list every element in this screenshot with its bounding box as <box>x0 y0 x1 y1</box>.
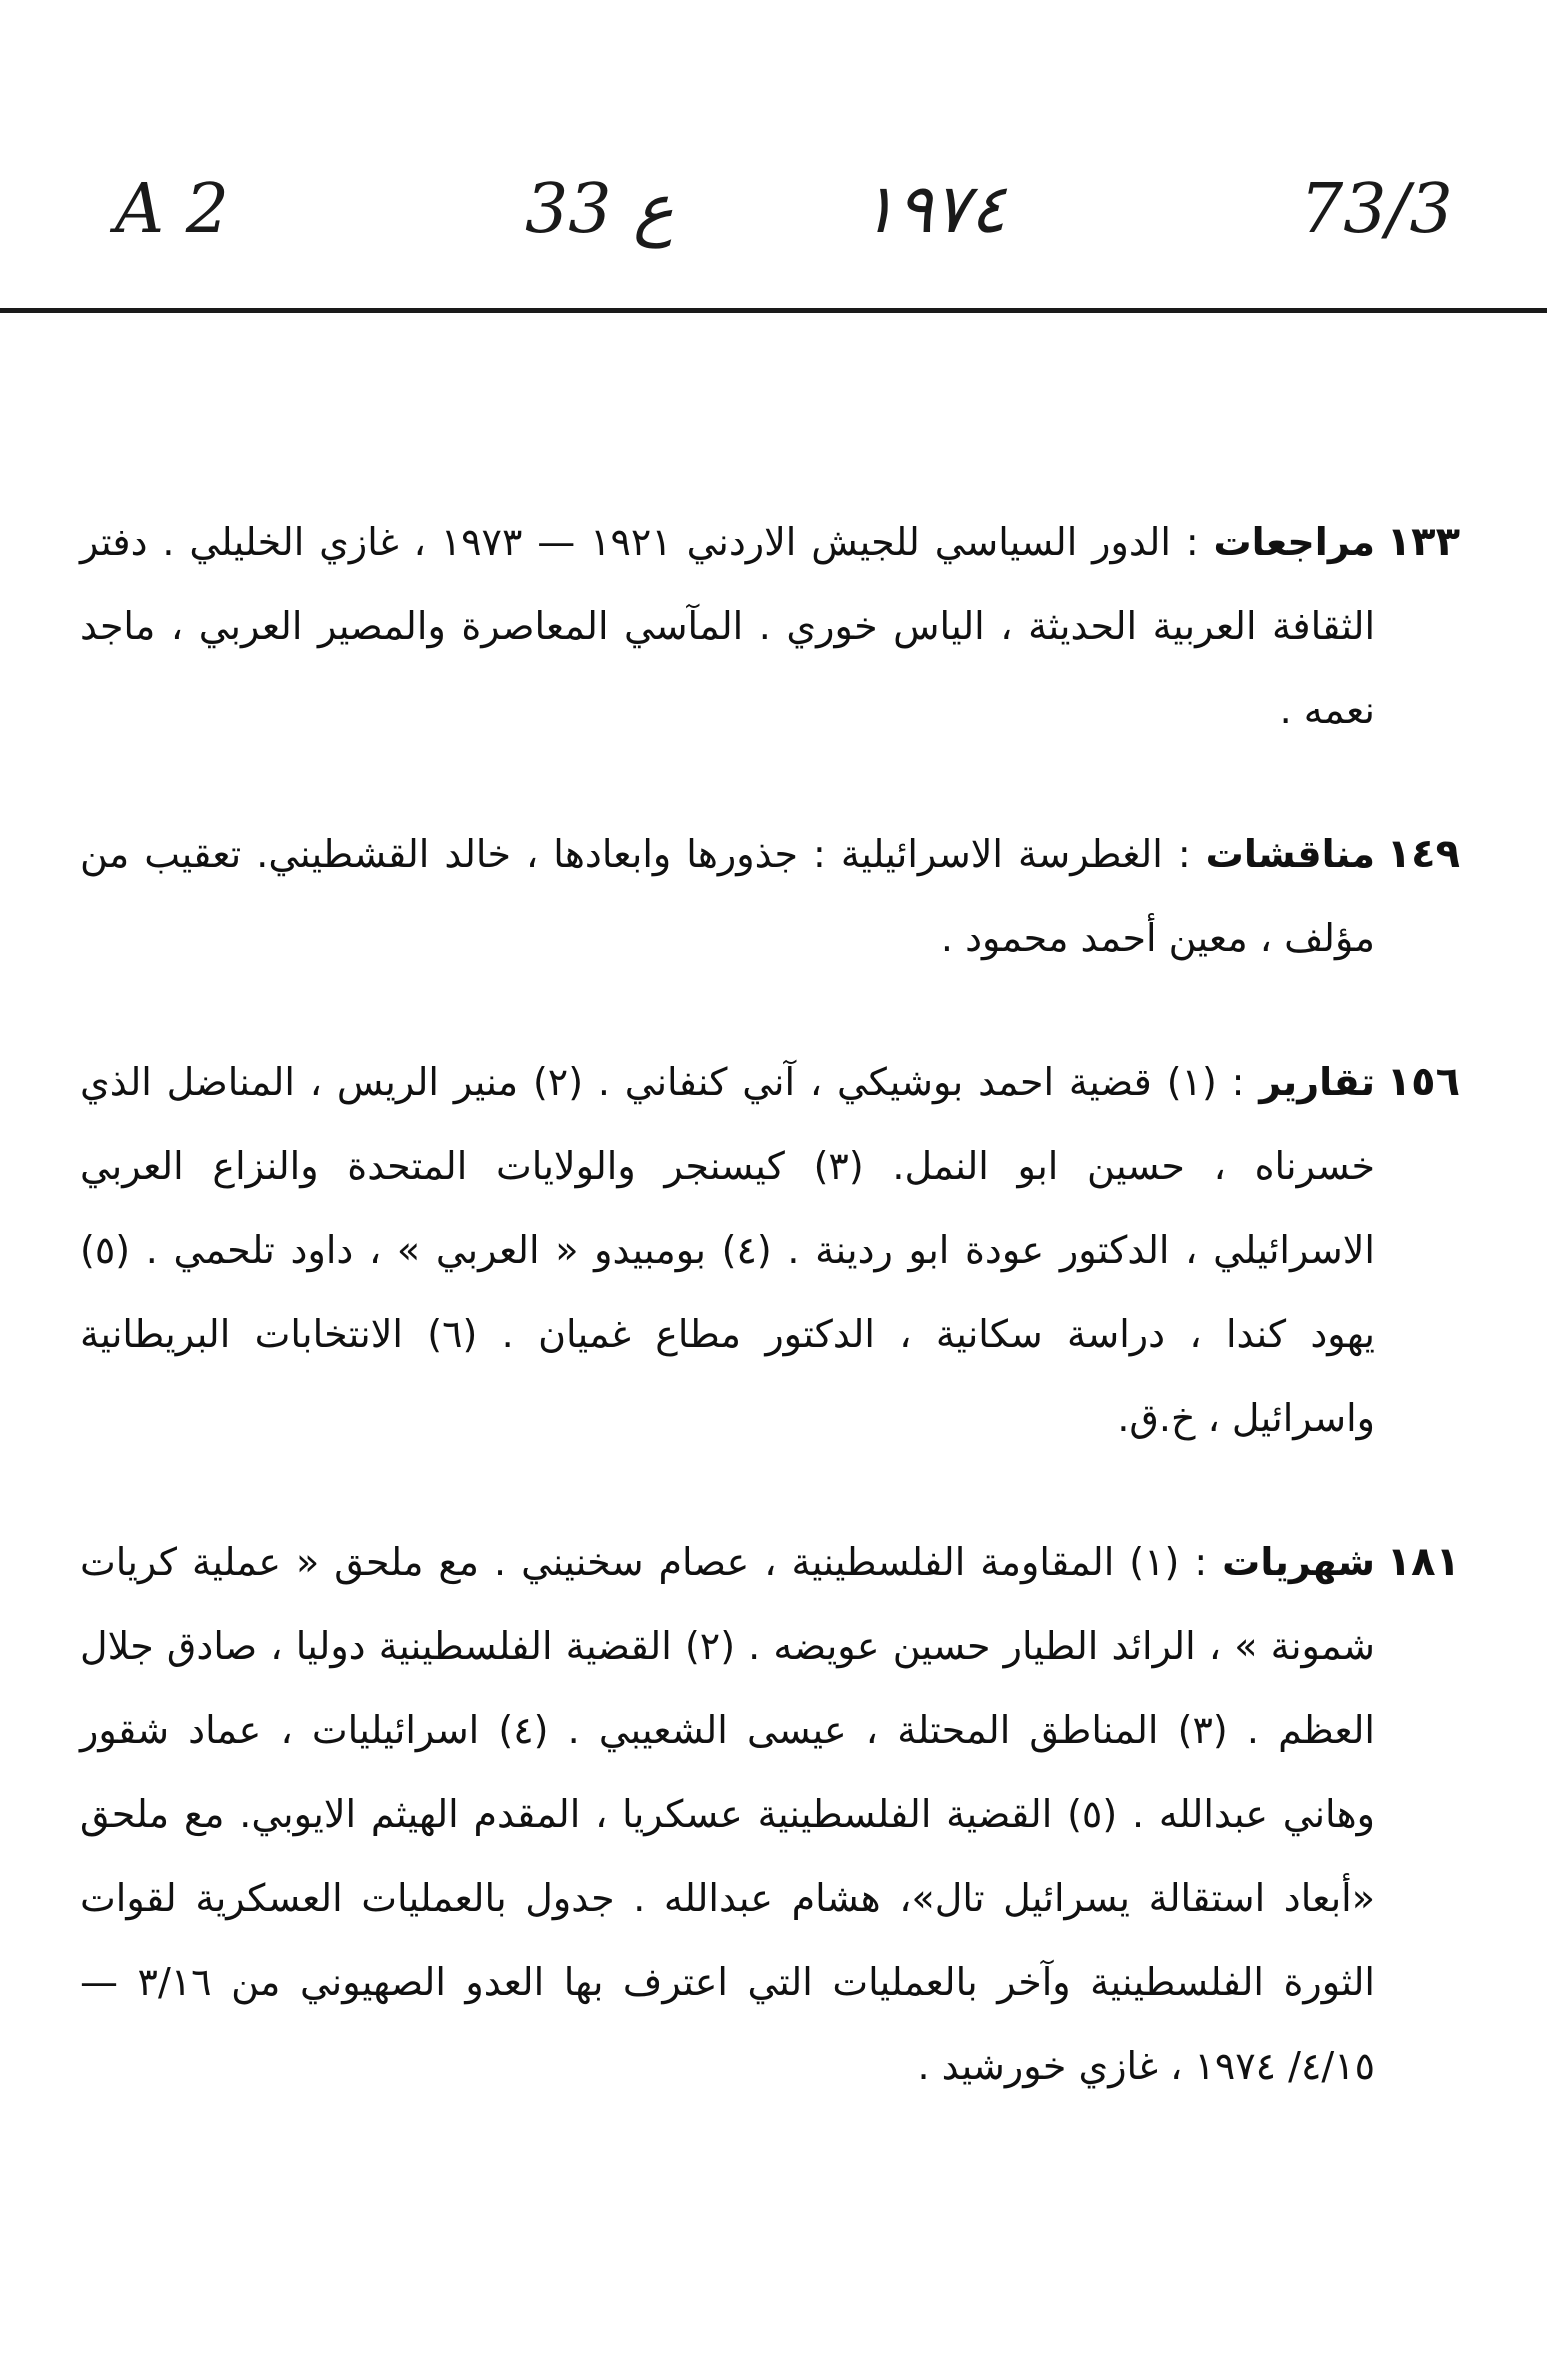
entry-body <box>80 500 1375 752</box>
handwritten-note-year: ١٩٧٤ <box>860 170 1007 249</box>
entry-body <box>80 1520 1375 2108</box>
section-heading: مراجعات <box>1213 520 1375 564</box>
handwritten-note-code: A 2 <box>115 170 229 249</box>
contents-entry <box>80 500 1460 752</box>
page-number: ١٣٣ <box>1386 519 1460 565</box>
entry-body <box>80 812 1375 980</box>
entry-text: : الغطرسة الاسرائيلية : جذورها وابعادها ، خالد القشطيني. تعقيب من مؤلف ، معين أحمد محمود . <box>80 832 1375 960</box>
section-heading: مناقشات <box>1205 832 1375 876</box>
entry-text: : (١) المقاومة الفلسطينية ، عصام سخنيني . مع ملحق « عملية كريات شمونة » ، الرائد الطيار حسين عويضه . (٢) القضية الفلسطينية دوليا ، صادق جلال العظم . (٣) المناطق المحتلة ، عيسى الشعيبي . (٤) اسرائيليات ، عماد شقور وهاني عبدالله . (٥) القضية الفلسطينية عسكريا ، المقدم الهيثم الايوبي. مع ملحق «أبعاد استقالة يسرائيل تال»، هشام عبدالله . جدول بالعمليات العسكرية لقوات الثورة الفلسطينية وآخر بالعمليات التي اعترف بها العدو الصهيوني من ٣/١٦ — ٤/١٥/ ١٩٧٤ ، غازي خورشيد . <box>80 1540 1375 2088</box>
entry-text: : الدور السياسي للجيش الاردني ١٩٢١ — ١٩٧٣ ، غازي الخليلي . دفتر الثقافة العربية الحديثة ، الياس خوري . المآسي المعاصرة والمصير العربي ، ماجد نعمه . <box>80 520 1375 732</box>
page-number: ١٤٩ <box>1386 831 1460 877</box>
page-number: ١٨١ <box>1386 1539 1460 1585</box>
section-heading: شهريات <box>1222 1540 1375 1584</box>
entry-body <box>80 1040 1375 1460</box>
header-rule <box>0 308 1547 313</box>
handwritten-note-issue: 33 ع <box>525 170 674 249</box>
contents-entry <box>80 1040 1460 1460</box>
contents-entry <box>80 1520 1460 2108</box>
contents-list <box>80 500 1460 2108</box>
entry-text: : (١) قضية احمد بوشيكي ، آني كنفاني . (٢) منير الريس ، المناضل الذي خسرناه ، حسين ابو النمل. (٣) كيسنجر والولايات المتحدة والنزاع العربي الاسرائيلي ، الدكتور عودة ابو ردينة . (٤) بومبيدو « العربي » ، داود تلحمي . (٥) يهود كندا ، دراسة سكانية ، الدكتور مطاع غميان . (٦) الانتخابات البريطانية واسرائيل ، خ.ق. <box>80 1060 1376 1440</box>
contents-entry <box>80 812 1460 980</box>
section-heading: تقارير <box>1259 1060 1375 1104</box>
page-number: ١٥٦ <box>1386 1059 1460 1105</box>
handwritten-note-ref: 73/3 <box>1300 170 1453 249</box>
